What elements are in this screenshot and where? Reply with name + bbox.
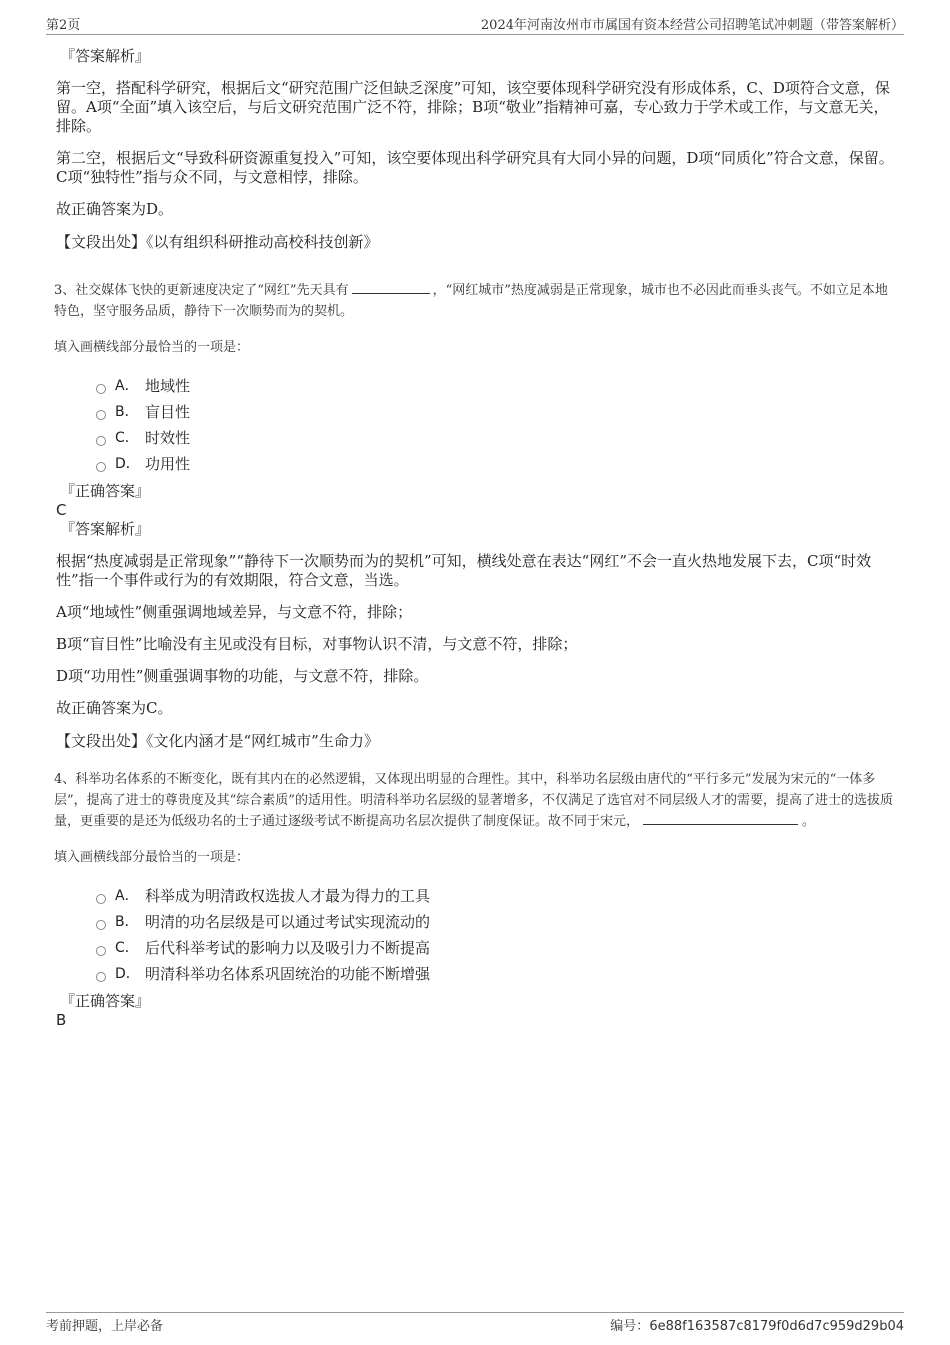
option-list bbox=[96, 883, 898, 987]
main-content bbox=[56, 46, 898, 1029]
question-text-after: 。 bbox=[802, 814, 816, 829]
radio-button[interactable] bbox=[96, 410, 106, 420]
correct-answer-label: 『正确答案』 bbox=[60, 992, 151, 1010]
page-footer bbox=[46, 1312, 904, 1335]
option-c[interactable] bbox=[96, 935, 898, 961]
analysis-paragraph: D项“功用性”侧重强调事物的功能，与文意不符，排除。 bbox=[56, 667, 429, 685]
option-letter: B． bbox=[115, 404, 139, 420]
radio-button[interactable] bbox=[96, 462, 106, 472]
option-letter: C． bbox=[115, 430, 139, 446]
option-b[interactable] bbox=[96, 909, 898, 935]
radio-button[interactable] bbox=[96, 920, 106, 930]
question-text-before: 4、科举功名体系的不断变化，既有其内在的必然逻辑，又体现出明显的合理性。其中，科举功名层级由唐代的“平行多元”发展为宋元的“一体多层”，提高了进士的尊贵度及其“综合素质”的适用性。明清科举功名层级的显著增多，不仅满足了选官对不同层级人才的需要，提高了进士的选拔质量，更重要的是还为低级功名的士子通过逐级考试不断提高功名层次提供了制度保证。故不同于宋元， bbox=[54, 772, 893, 829]
option-text: 时效性 bbox=[145, 429, 191, 447]
option-letter: B． bbox=[115, 914, 139, 930]
source-citation: 【文段出处】《文化内涵才是“网红城市”生命力》 bbox=[56, 732, 379, 750]
analysis-label: 『答案解析』 bbox=[60, 47, 151, 65]
question-text bbox=[54, 280, 898, 322]
analysis-conclusion: 故正确答案为D。 bbox=[56, 200, 174, 218]
question-text bbox=[54, 769, 898, 832]
option-c[interactable] bbox=[96, 425, 898, 451]
radio-button[interactable] bbox=[96, 972, 106, 982]
source-citation: 【文段出处】《以有组织科研推动高校科技创新》 bbox=[56, 233, 379, 251]
radio-button[interactable] bbox=[96, 384, 106, 394]
correct-answer-block bbox=[56, 991, 898, 1029]
fill-blank bbox=[643, 812, 798, 825]
correct-answer-value: B bbox=[56, 1011, 67, 1029]
q2-analysis bbox=[56, 46, 898, 252]
option-text: 后代科举考试的影响力以及吸引力不断提高 bbox=[145, 939, 431, 957]
question-text-after: ，“网红城市”热度减弱是正常现象，城市也不必因此而垂头丧气。不如立足本地特色，坚守服务品质，静待下一次顺势而为的契机。 bbox=[54, 283, 888, 319]
option-a[interactable] bbox=[96, 373, 898, 399]
analysis-conclusion: 故正确答案为C。 bbox=[56, 699, 173, 717]
option-letter: D． bbox=[115, 966, 140, 982]
option-letter: A． bbox=[115, 888, 139, 904]
option-text: 功用性 bbox=[145, 455, 191, 473]
analysis-paragraph: 第一空，搭配科学研究，根据后文“研究范围广泛但缺乏深度”可知，该空要体现科学研究没有形成体系，C、D项符合文意，保留。A项“全面”填入该空后，与后文研究范围广泛不符，排除；B项“敬业”指精神可嘉，专心致力于学术或工作，与文意无关，排除。 bbox=[56, 79, 890, 135]
correct-answer-value: C bbox=[56, 501, 67, 519]
question-text-before: 3、社交媒体飞快的更新速度决定了“网红”先天具有 bbox=[54, 283, 349, 298]
analysis-paragraph: 根据“热度减弱是正常现象”“静待下一次顺势而为的契机”可知，横线处意在表达“网红”不会一直火热地发展下去，C项“时效性”指一个事件或行为的有效期限，符合文意，当选。 bbox=[56, 552, 872, 589]
radio-button[interactable] bbox=[96, 436, 106, 446]
analysis-paragraph: 第二空，根据后文“导致科研资源重复投入”可知，该空要体现出科学研究具有大同小异的问题，D项“同质化”符合文意，保留。C项“独特性”指与众不同，与文意相悖，排除。 bbox=[56, 149, 894, 186]
option-letter: D． bbox=[115, 456, 140, 472]
option-list bbox=[96, 373, 898, 477]
fill-blank bbox=[352, 281, 430, 294]
question-3 bbox=[56, 280, 898, 751]
option-b[interactable] bbox=[96, 399, 898, 425]
option-text: 明清的功名层级是可以通过考试实现流动的 bbox=[145, 913, 431, 931]
option-a[interactable] bbox=[96, 883, 898, 909]
analysis-paragraph: A项“地域性”侧重强调地域差异，与文意不符，排除； bbox=[56, 603, 413, 621]
option-text: 科举成为明清政权选拔人才最为得力的工具 bbox=[145, 887, 431, 905]
radio-button[interactable] bbox=[96, 894, 106, 904]
question-prompt: 填入画横线部分最恰当的一项是： bbox=[54, 850, 250, 865]
option-letter: C． bbox=[115, 940, 139, 956]
document-code bbox=[610, 1315, 904, 1334]
option-letter: A． bbox=[115, 378, 139, 394]
question-4 bbox=[56, 769, 898, 1029]
correct-answer-label: 『正确答案』 bbox=[60, 482, 151, 500]
option-d[interactable] bbox=[96, 451, 898, 477]
analysis-paragraph: B项“盲目性”比喻没有主见或没有目标，对事物认识不清，与文意不符，排除； bbox=[56, 635, 578, 653]
analysis-label: 『答案解析』 bbox=[60, 520, 151, 538]
code-value: 6e88f163587c8179f0d6d7c959d29b04 bbox=[649, 1319, 904, 1334]
option-text: 明清科举功名体系巩固统治的功能不断增强 bbox=[145, 965, 431, 983]
radio-button[interactable] bbox=[96, 946, 106, 956]
option-d[interactable] bbox=[96, 961, 898, 987]
footer-slogan: 考前押题，上岸必备 bbox=[46, 1319, 164, 1334]
question-prompt: 填入画横线部分最恰当的一项是： bbox=[54, 340, 250, 355]
option-text: 地域性 bbox=[145, 377, 191, 395]
document-title: 2024年河南汝州市市属国有资本经营公司招聘笔试冲刺题（带答案解析） bbox=[480, 18, 904, 33]
page-number: 第2页 bbox=[46, 18, 81, 33]
page-header bbox=[46, 12, 904, 35]
option-text: 盲目性 bbox=[145, 403, 191, 421]
code-label: 编号： bbox=[610, 1319, 650, 1334]
correct-answer-block bbox=[56, 481, 898, 539]
